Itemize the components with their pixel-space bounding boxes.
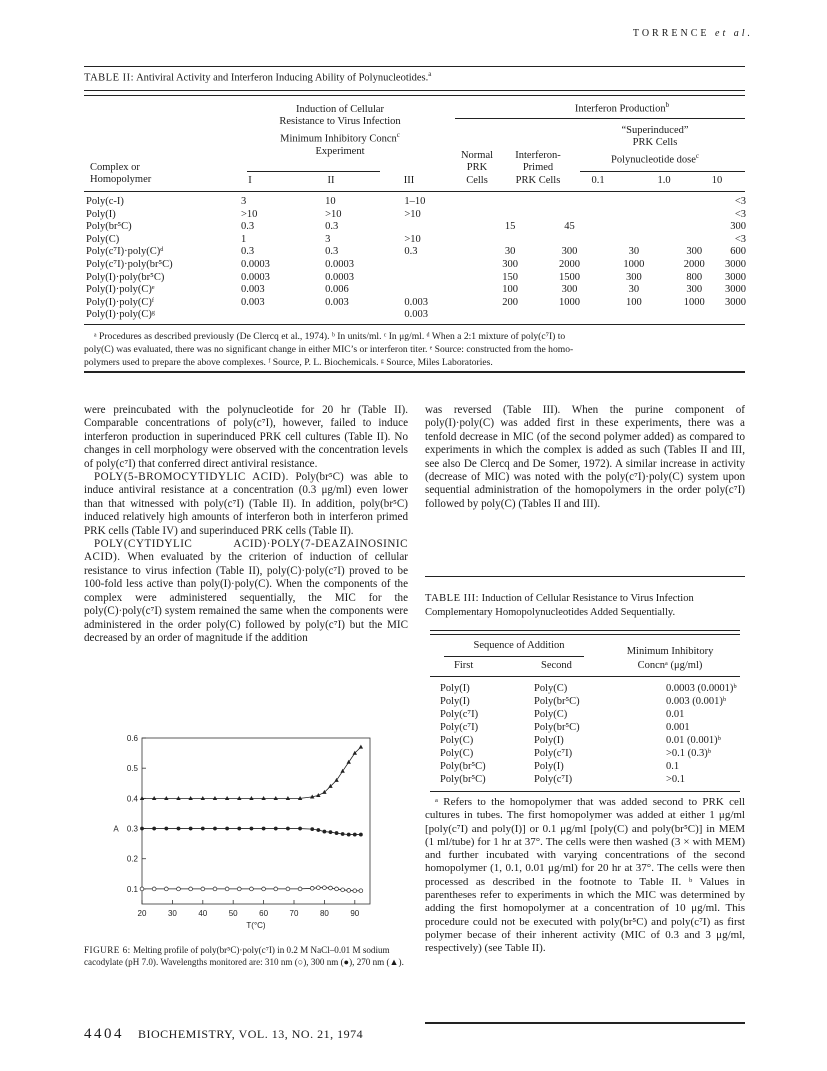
open-circle-point	[237, 887, 241, 891]
table2-cell	[485, 309, 534, 322]
table2-cell	[664, 234, 725, 247]
superinduced-h2: PRK Cells	[632, 137, 678, 149]
table2-cell	[404, 259, 485, 272]
table2-cell: <3	[734, 233, 746, 245]
table2-row	[86, 297, 746, 310]
filled-circle-point	[201, 827, 205, 831]
y-tick-label: 0.1	[126, 884, 138, 894]
filled-circle-point	[164, 827, 168, 831]
left-column-text	[84, 404, 408, 645]
table2-cell: 0.3	[325, 221, 339, 233]
table2-cell	[604, 209, 663, 222]
open-circle-point	[323, 886, 327, 890]
table3-row	[440, 708, 748, 721]
table3-cell: Poly(I)	[534, 761, 564, 772]
table2-cell	[485, 196, 534, 209]
table2-cell: 10	[325, 196, 336, 207]
table2-cell: 0.0003	[240, 271, 270, 283]
table3-top-rule	[425, 576, 745, 577]
filled-circle-point	[189, 827, 193, 831]
open-circle-point	[359, 889, 363, 893]
running-head	[633, 28, 753, 39]
interferon-rule	[455, 118, 745, 119]
series-line-270-nm	[142, 747, 361, 798]
filled-circle-point	[341, 832, 345, 836]
left-paragraph-1: were preincubated with the polynucleotide for 20 hr (Table II). Comparable concentrations of poly(c⁷I), however, failed to induce interferon production in superinduced PRK cell cultures (Table II). No changes in cell morphology were observed with the concentration levels of poly(c⁷I) that conferred direct antiviral resistance.	[84, 404, 408, 470]
dose-3: 10	[711, 175, 723, 186]
section-heading-poly-c-c7i: POLY(CYTIDYLIC ACID)·POLY(7-DEAZAINOSINIC ACID).	[84, 538, 408, 564]
filled-circle-point	[310, 827, 314, 831]
table2-cell-complex: Poly(I)·poly(C)ᶠ	[86, 296, 155, 308]
open-circle-point	[177, 887, 181, 891]
right-paragraph-1: was reversed (Table III). When the purine component of poly(I)·poly(C) was added first in these experiments, there was a tenfold decrease in MIC (of the second polymer added) as compared to experiments in which the complex is added as such (Tables II and III, see also De Clercq and De Somer, 1972). A similar increase in activity (decrease of MIC) was noted with the poly(c⁷I)·poly(C) system upon sequential administration of the homopolymers in the order poly(c⁷I) followed by poly(C) (Tables II and III).	[425, 404, 745, 510]
open-circle-point	[250, 887, 254, 891]
table3-row	[440, 747, 748, 760]
x-tick-label: 40	[198, 909, 208, 918]
table2-cell: 1000	[559, 296, 581, 308]
induction-h2: Resistance to Virus Infection	[279, 116, 401, 128]
table2-cell: 300	[730, 221, 746, 233]
table2-cell: 30	[628, 246, 640, 258]
table2-cell: 1500	[559, 271, 581, 283]
table2-cell: 1–10	[404, 196, 426, 207]
table3-cell: Poly(br⁵C)	[534, 696, 580, 707]
table3-rule-1	[430, 630, 740, 631]
table2-cell: 600	[730, 246, 746, 258]
filled-circle-point	[274, 827, 278, 831]
filled-circle-point	[335, 831, 339, 835]
triangle-point	[176, 796, 180, 800]
table2-caption-text: Antiviral Activity and Interferon Inducing Ability of Polynucleotides.	[136, 72, 429, 84]
table2-cell	[535, 234, 604, 247]
table2-cell-complex: Poly(C)	[86, 233, 120, 245]
table2-cell	[404, 284, 485, 297]
triangle-point	[237, 796, 241, 800]
table2-cell: 0.0003	[325, 271, 354, 283]
table3-bottom-rule	[430, 791, 740, 792]
table2-cell: 1000	[623, 258, 645, 270]
table3-cell: Poly(C)	[534, 683, 568, 694]
table2-cell	[664, 209, 725, 222]
table3-cell: Poly(c⁷I)	[534, 774, 573, 785]
table3-header-rule	[430, 676, 740, 677]
triangle-point	[286, 796, 290, 800]
induction-h1: Induction of Cellular	[295, 104, 385, 115]
table2-cell: 1	[240, 233, 247, 245]
figure6-caption	[84, 944, 408, 968]
filled-circle-point	[298, 827, 302, 831]
table2-cell: 3	[325, 233, 331, 245]
plot-frame	[142, 738, 370, 904]
table3-cell: Poly(C)	[534, 709, 568, 720]
table2-cell: 0.3	[404, 246, 418, 258]
table2-cell: >10	[325, 208, 342, 220]
open-circle-point	[353, 889, 357, 893]
table3-cell: Poly(I)	[534, 735, 564, 746]
open-circle-point	[152, 887, 156, 891]
table3-mic-h1: Minimum Inhibitory	[626, 646, 714, 657]
experiment-label: Experiment	[315, 145, 365, 157]
table2-cell	[604, 234, 663, 247]
table3-cell: 0.01 (0.001)ᵇ	[666, 735, 721, 746]
left-paragraph-2: Poly(br⁵C) was able to induce antiviral resistance at a concentration (0.3 μg/ml) even lower than that witnessed with poly(c⁷I) (Table II). In addition, poly(br⁵C) induced relatively high amounts of interferon both in interferon primed PRK cells (Table IV) and superinduced PRK cells (Table II).	[84, 471, 408, 537]
interferon-primed-header	[503, 150, 573, 187]
triangle-point	[201, 796, 205, 800]
table2-cell: 1000	[683, 296, 705, 308]
superinduced-h3: Polynucleotide dose	[611, 154, 696, 166]
table2-cell	[604, 221, 663, 234]
y-tick-label: 0.5	[126, 764, 138, 774]
table2-cell: 2000	[683, 258, 705, 270]
open-circle-point	[298, 887, 302, 891]
filled-circle-point	[286, 827, 290, 831]
triangle-point	[261, 796, 265, 800]
filled-circle-point	[140, 827, 144, 831]
triangle-point	[274, 796, 278, 800]
table2-cell-complex: Poly(I)·poly(C)ᵍ	[86, 309, 156, 321]
triangle-point	[188, 796, 192, 800]
table2-cell: 2000	[559, 258, 581, 270]
table2-cell: 300	[561, 284, 578, 296]
table3-cell: Poly(c⁷I)	[440, 709, 479, 720]
table2-cell: 30	[504, 246, 516, 258]
table3-cell: Poly(br⁵C)	[440, 774, 486, 785]
table2-cell: 0.006	[325, 284, 349, 296]
induction-h3: Minimum Inhibitory Concn	[280, 133, 397, 145]
open-circle-point	[189, 887, 193, 891]
induction-sup: c	[396, 130, 400, 139]
table2-end-rule	[84, 371, 745, 373]
table3-cell: 0.001	[666, 722, 690, 733]
filled-circle-point	[359, 833, 363, 837]
table3-body	[440, 682, 748, 786]
y-tick-label: 0.4	[126, 794, 138, 804]
table2-cell: 3000	[725, 271, 746, 283]
table3-cell: 0.1	[666, 761, 680, 772]
table2-cell-complex: Poly(c⁷I)·poly(C)ᵈ	[86, 246, 164, 258]
table3-cell: Poly(I)	[440, 696, 470, 707]
interferon-sup: b	[665, 101, 670, 109]
table2-cell: 100	[502, 284, 519, 296]
table2-row	[86, 309, 746, 322]
triangle-point	[213, 796, 217, 800]
table2-cell: 0.003	[404, 309, 428, 321]
table2-cell: >10	[240, 208, 258, 220]
table3-cell: >0.1 (0.3)ᵇ	[666, 748, 712, 759]
open-circle-point	[329, 886, 333, 890]
table2-interferon-header	[532, 101, 712, 115]
open-circle-point	[310, 886, 314, 890]
table2-cell: 3000	[725, 258, 746, 270]
table2-cell-complex: Poly(I)·poly(br⁵C)	[86, 271, 165, 283]
primed-h1: Interferon-	[515, 150, 561, 161]
y-tick-label: 0.6	[126, 734, 138, 743]
dose-2: 1.0	[657, 175, 671, 186]
normal-prk-h3: Cells	[466, 174, 488, 186]
table3-cell: 0.0003 (0.0001)ᵇ	[666, 683, 737, 694]
table2-cell: 100	[625, 296, 642, 308]
table3-caption-1: Induction of Cellular Resistance to Virus Infection	[481, 593, 694, 604]
table2-cell: 0.3	[325, 246, 339, 258]
table2-body	[86, 196, 746, 322]
superinduced-h1: “Superinduced”	[621, 125, 689, 136]
melting-profile-chart	[100, 732, 395, 932]
complex-h1: Complex or	[90, 162, 140, 173]
table2-cell: 300	[561, 246, 578, 258]
filled-circle-point	[177, 827, 181, 831]
table2-cell	[535, 209, 604, 222]
x-tick-label: 90	[350, 909, 360, 918]
table2-cell	[485, 234, 534, 247]
exp-2: II	[327, 175, 335, 186]
table3-rule-2	[430, 634, 740, 635]
table2-cell: <3	[734, 208, 746, 220]
table2-cell-complex: Poly(br⁵C)	[86, 221, 132, 233]
table2-cell	[535, 196, 604, 209]
table2-row	[86, 196, 746, 209]
chart-group	[113, 734, 370, 930]
filled-circle-point	[250, 827, 254, 831]
table3-mic-h2: Concnᵃ (μg/ml)	[637, 660, 703, 671]
table3-sequence-rule	[444, 656, 584, 657]
table2-cell: 0.3	[240, 221, 255, 233]
table2-cell: 3	[240, 196, 247, 207]
table2-caption-note: a	[428, 70, 432, 78]
table2-cell: 300	[625, 271, 642, 283]
table2-cell: 300	[502, 258, 519, 270]
table2-cell: 0.003	[240, 284, 265, 296]
table3-cell: Poly(C)	[440, 748, 474, 759]
figure6-caption-text: Melting profile of poly(br⁵C)·poly(c⁷I) in 0.2 M NaCl–0.01 M sodium cacodylate (pH 7.0). Wavelengths monitored are: 310 nm (○), 300 nm (●), 270 nm (▲).	[84, 945, 404, 968]
filled-circle-point	[329, 830, 333, 834]
triangle-point	[164, 796, 168, 800]
table2-cell	[241, 309, 325, 322]
page-footer	[84, 1026, 363, 1043]
table2-cell	[535, 309, 604, 322]
table3-row	[440, 695, 748, 708]
table2-footnote-2: poly(C) was evaluated, there was no significant change in either MIC’s or interferon titer. ᵉ Source: constructed from the homo-	[84, 344, 574, 355]
filled-circle-point	[323, 830, 327, 834]
filled-circle-point	[225, 827, 229, 831]
table3-row	[440, 721, 748, 734]
table2-bottom-rule	[84, 324, 745, 325]
page-number: 4404	[84, 1026, 124, 1042]
table2-caption	[84, 70, 431, 84]
complex-header	[90, 162, 151, 187]
filled-circle-point	[353, 833, 357, 837]
y-tick-label: 0.3	[126, 824, 138, 834]
table2-cell: 0.3	[240, 246, 255, 258]
table2-footnotes	[84, 330, 745, 369]
table2-cell	[404, 272, 485, 285]
running-head-authors: TORRENCE	[632, 28, 710, 39]
filled-circle-point	[262, 827, 266, 831]
primed-h3: PRK Cells	[515, 174, 561, 186]
table2-cell: 3000	[725, 296, 746, 308]
interferon-h: Interferon Production	[574, 103, 666, 115]
running-head-suffix: et al.	[715, 28, 753, 39]
table3-caption-2: Complementary Homopolynucleotides Added Sequentially.	[425, 607, 676, 618]
open-circle-point	[140, 887, 144, 891]
table2-cell	[485, 209, 534, 222]
table3-cell: >0.1	[666, 774, 686, 785]
table3-mic-header	[610, 645, 730, 673]
superinduced-header	[590, 125, 720, 167]
table2-row	[86, 234, 746, 247]
table3-cell: Poly(c⁷I)	[440, 722, 479, 733]
exp-3: III	[403, 175, 415, 186]
table2-header-rule	[84, 191, 745, 192]
table3-first-header: First	[454, 660, 474, 671]
triangle-point	[152, 796, 156, 800]
table3-row	[440, 760, 748, 773]
table2-cell-complex: Poly(c-I)	[86, 196, 124, 207]
table2-cell: >10	[404, 233, 421, 245]
dose-rule	[580, 171, 745, 172]
table2-cell	[664, 309, 725, 322]
table3-cell: Poly(c⁷I)	[534, 748, 573, 759]
open-circle-point	[316, 886, 320, 890]
table2-cell: 300	[686, 284, 703, 296]
table2-cell: 200	[502, 296, 519, 308]
table2-cell-complex: Poly(I)	[86, 208, 116, 220]
table2-row	[86, 246, 746, 259]
table3-second-header: Second	[541, 660, 572, 671]
table2-footnote-3: polymers used to prepare the above complexes. ᶠ Source, P. L. Biochemicals. ᵍ Source, Miles Laboratories.	[84, 357, 493, 368]
y-tick-label: 0.2	[126, 854, 138, 864]
x-tick-label: 50	[228, 909, 238, 918]
table3-cell: Poly(br⁵C)	[534, 722, 580, 733]
table2-cell: 0.003	[325, 296, 349, 308]
table2-cell	[664, 221, 725, 234]
table2-row	[86, 221, 746, 234]
table2-cell-complex: Poly(c⁷I)·poly(br⁵C)	[86, 258, 173, 270]
table2-row	[86, 272, 746, 285]
table2-footnote-1: ᵃ Procedures as described previously (De Clercq et al., 1974). ᵇ In units/ml. ᶜ In μg/ml. ᵈ When a 2:1 mixture of poly(c⁷I) to	[94, 331, 566, 342]
experiment-rule-left	[247, 171, 380, 172]
superinduced-sup: c	[695, 151, 699, 160]
complex-h2: Homopolymer	[90, 174, 152, 186]
open-circle-point	[225, 887, 229, 891]
open-circle-point	[164, 887, 168, 891]
normal-prk-header	[452, 150, 502, 187]
table2-cell: 30	[628, 284, 640, 296]
table3-cell: 0.01	[666, 709, 685, 720]
right-end-rule	[425, 1022, 745, 1024]
open-circle-point	[274, 887, 278, 891]
table3-footnote: ᵃ Refers to the homopolymer that was added second to PRK cell cultures in tubes. The first homopolymer was added at either 1 μg/ml [poly(c⁷I) and poly(I)] or 0.1 μg/ml [poly(C) and poly(br⁵C)] in MEM (1 ml/tube) for 1 hr at 37°. The cells were then washed (3 × with MEM) and further incubated with varying concentrations of the second homopolymer (1, 0.1, 0.01 μg/ml) for 20 hr at 37°. The cells were then processed as described in the footnote to Table II. ᵇ Values in parentheses refer to experiments in which the MIC was determined by adding the first homopolymer at a concentration of 10 μg/ml. This procedure could not be executed with poly(br⁵C) and poly(c⁷I) as first polymer becase of their inherent activity (MIC of 0.3 and 3 μg/ml, respectively) (see Table II).	[425, 796, 745, 955]
filled-circle-point	[237, 827, 241, 831]
table2-row	[86, 209, 746, 222]
filled-circle-point	[213, 827, 217, 831]
table2-label: TABLE II:	[84, 72, 135, 84]
table2-rule-top	[84, 90, 745, 91]
open-circle-point	[213, 887, 217, 891]
normal-prk-h1: Normal	[460, 150, 494, 161]
open-circle-point	[335, 887, 339, 891]
table2-cell	[604, 309, 663, 322]
table2-cell: 300	[686, 246, 703, 258]
section-heading-poly-br5c: POLY(5-BROMOCYTIDYLIC ACID).	[94, 471, 289, 484]
x-tick-label: 30	[167, 909, 177, 918]
table2-row	[86, 259, 746, 272]
exp-1: I	[248, 175, 252, 186]
primed-h2: Primed	[522, 162, 554, 174]
journal-citation: BIOCHEMISTRY, VOL. 13, NO. 21, 1974	[138, 1027, 364, 1041]
triangle-point	[140, 796, 144, 800]
table2-row	[86, 284, 746, 297]
table2-cell: 15	[504, 221, 516, 233]
x-tick-label: 20	[137, 909, 147, 918]
filled-circle-point	[316, 828, 320, 832]
triangle-point	[249, 796, 253, 800]
table2-cell	[404, 221, 485, 234]
table3-row	[440, 773, 748, 786]
x-axis-label: T(°C)	[246, 921, 266, 930]
open-circle-point	[347, 889, 351, 893]
open-circle-point	[262, 887, 266, 891]
table2-cell: 45	[564, 221, 575, 233]
table3-cell: Poly(C)	[440, 735, 474, 746]
table2-cell: <3	[734, 196, 746, 207]
right-column-text	[425, 404, 745, 511]
table3-cell: Poly(I)	[440, 683, 470, 694]
table3-sequence-header: Sequence of Addition	[473, 640, 565, 651]
table3-row	[440, 682, 748, 695]
table3-label: TABLE III:	[425, 593, 480, 604]
x-tick-label: 80	[319, 909, 329, 918]
left-paragraph-3: When evaluated by the criterion of induction of cellular resistance to virus infection (Table II), poly(C)·poly(c⁷I) proved to be 100-fold less active than poly(I)·poly(C). When the components of the complex were administered sequentially, the MIC for the poly(C)·poly(c⁷I) system remained the same when the components were administered in the order poly(C) followed by poly(c⁷I) but the MIC decreased by an order of magnitude if the addition	[84, 551, 408, 644]
table2-cell: 3000	[725, 284, 746, 296]
open-circle-point	[201, 887, 205, 891]
table3-cell: 0.003 (0.001)ᵇ	[666, 696, 727, 707]
table2-cell: >10	[404, 208, 421, 220]
table2-cell	[664, 196, 725, 209]
table2-cell-complex: Poly(I)·poly(C)ᵉ	[86, 284, 155, 296]
x-tick-label: 60	[259, 909, 269, 918]
table3-caption	[425, 592, 745, 620]
x-tick-label: 70	[289, 909, 299, 918]
filled-circle-point	[347, 833, 351, 837]
table2-cell: 150	[502, 271, 519, 283]
filled-circle-point	[152, 827, 156, 831]
table3-cell: Poly(br⁵C)	[440, 761, 486, 772]
table2-cell	[725, 309, 746, 322]
y-axis-label: A	[113, 824, 119, 834]
normal-prk-h2: PRK	[466, 162, 488, 174]
triangle-point	[359, 745, 363, 749]
figure6-label: FIGURE 6:	[84, 945, 131, 955]
dose-1: 0.1	[591, 175, 605, 186]
triangle-point	[225, 796, 229, 800]
table2-cell: 0.003	[404, 296, 428, 308]
table2-cell: 0.0003	[240, 258, 270, 270]
table3-row	[440, 734, 748, 747]
table2-rule-top2	[84, 95, 745, 96]
table2-cell	[604, 196, 663, 209]
table2-cell: 0.003	[240, 296, 265, 308]
open-circle-point	[286, 887, 290, 891]
table2-cell	[325, 309, 404, 322]
table2-induction-header	[240, 104, 440, 158]
table2-cell: 800	[686, 271, 703, 283]
open-circle-point	[341, 888, 345, 892]
table2-cell: 0.0003	[325, 258, 354, 270]
top-rule	[84, 66, 745, 67]
